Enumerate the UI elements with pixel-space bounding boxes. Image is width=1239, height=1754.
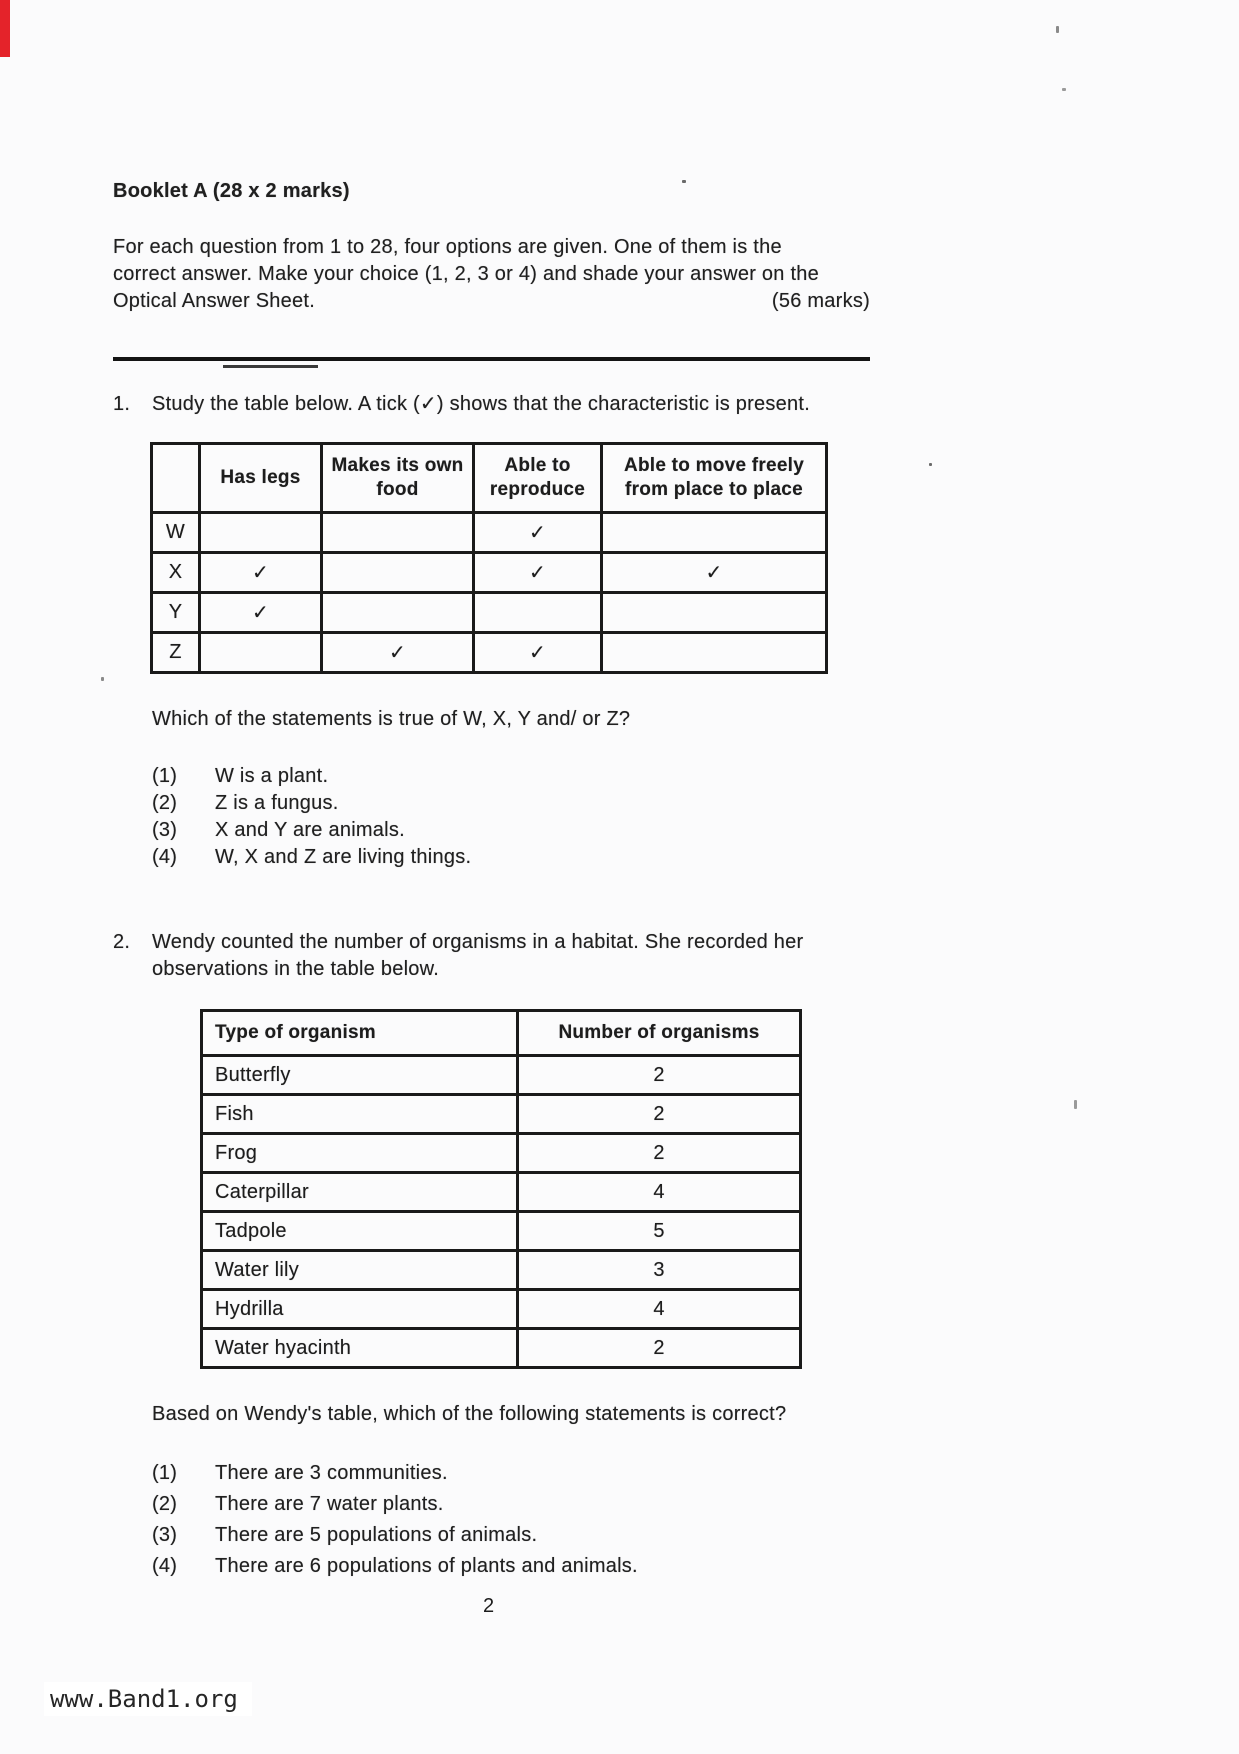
page-number: 2 <box>483 1595 495 1617</box>
table-row <box>202 1056 801 1095</box>
characteristics-table <box>150 442 828 674</box>
scan-speck <box>1074 1100 1077 1109</box>
option-number: (4) <box>152 1555 178 1577</box>
table-row <box>202 1095 801 1134</box>
question-1-number: 1. <box>113 393 131 415</box>
table-row <box>202 1212 801 1251</box>
tick-cell: ✓ <box>474 513 602 553</box>
header-cell-makes-food: Makes its own food <box>322 444 474 513</box>
tick-cell: ✓ <box>474 553 602 593</box>
instructions-line-1: For each question from 1 to 28, four options are given. One of them is the <box>113 236 782 258</box>
count-cell: 5 <box>518 1212 801 1251</box>
option-1 <box>152 1458 870 1489</box>
scan-speck <box>1056 26 1059 33</box>
row-label: Y <box>152 593 200 633</box>
characteristics-header-row <box>152 444 827 513</box>
table-row <box>202 1290 801 1329</box>
option-number: (1) <box>152 1462 178 1484</box>
table-row <box>202 1134 801 1173</box>
organism-cell: Tadpole <box>202 1212 518 1251</box>
tick-cell: ✓ <box>322 633 474 673</box>
tick-cell <box>200 513 322 553</box>
table-row-y <box>152 593 827 633</box>
tick-cell: ✓ <box>200 593 322 633</box>
option-number: (2) <box>152 1493 178 1515</box>
scan-speck <box>1062 88 1066 91</box>
count-cell: 2 <box>518 1134 801 1173</box>
option-1 <box>152 763 870 790</box>
option-3 <box>152 1520 870 1551</box>
option-number: (3) <box>152 1524 178 1546</box>
header-cell-has-legs: Has legs <box>200 444 322 513</box>
table-row <box>202 1251 801 1290</box>
instructions-line-3: Optical Answer Sheet. <box>113 290 316 312</box>
question-2-prompt-line-1: Wendy counted the number of organisms in a habitat. She recorded her <box>152 931 804 953</box>
question-2-options <box>152 1458 870 1582</box>
organism-table <box>200 1009 802 1369</box>
scan-speck <box>929 463 932 466</box>
divider-rule <box>113 357 870 361</box>
option-text: There are 6 populations of plants and animals. <box>215 1555 638 1577</box>
header-cell-blank <box>152 444 200 513</box>
option-2 <box>152 1489 870 1520</box>
rule-fragment <box>223 365 318 368</box>
count-cell: 4 <box>518 1290 801 1329</box>
tick-cell <box>602 593 827 633</box>
tick-cell <box>602 513 827 553</box>
option-number: (1) <box>152 765 178 787</box>
question-2 <box>113 929 870 1582</box>
count-cell: 4 <box>518 1173 801 1212</box>
tick-cell <box>322 553 474 593</box>
option-4 <box>152 1551 870 1582</box>
tick-cell <box>200 633 322 673</box>
question-2-number: 2. <box>113 931 131 953</box>
organism-cell: Caterpillar <box>202 1173 518 1212</box>
option-text: Z is a fungus. <box>215 792 339 814</box>
tick-cell <box>322 593 474 633</box>
booklet-title: Booklet A (28 x 2 marks) <box>113 180 350 202</box>
table-row <box>202 1173 801 1212</box>
row-label: W <box>152 513 200 553</box>
question-1-prompt: Study the table below. A tick (✓) shows that the characteristic is present. <box>152 393 811 415</box>
instructions-line-2: correct answer. Make your choice (1, 2, 3 or 4) and shade your answer on the <box>113 263 820 285</box>
option-text: There are 5 populations of animals. <box>215 1524 538 1546</box>
table-row <box>202 1329 801 1368</box>
option-number: (3) <box>152 819 178 841</box>
table-row-w <box>152 513 827 553</box>
option-text: W is a plant. <box>215 765 329 787</box>
row-label: Z <box>152 633 200 673</box>
question-2-prompt-line-2: observations in the table below. <box>152 958 440 980</box>
option-text: There are 3 communities. <box>215 1462 448 1484</box>
question-2-stem: Based on Wendy's table, which of the following statements is correct? <box>152 1403 787 1425</box>
tick-cell: ✓ <box>200 553 322 593</box>
red-edge-mark <box>0 0 10 57</box>
organism-cell: Water hyacinth <box>202 1329 518 1368</box>
organism-cell: Water lily <box>202 1251 518 1290</box>
organism-cell: Butterfly <box>202 1056 518 1095</box>
header-number-of-organisms: Number of organisms <box>518 1011 801 1056</box>
option-4 <box>152 844 870 871</box>
option-text: X and Y are animals. <box>215 819 405 841</box>
question-2-prompt <box>152 929 870 983</box>
count-cell: 3 <box>518 1251 801 1290</box>
option-text: W, X and Z are living things. <box>215 846 472 868</box>
scan-speck <box>101 677 104 681</box>
instructions <box>113 234 870 315</box>
question-1-stem: Which of the statements is true of W, X, Y and/ or Z? <box>152 708 631 730</box>
count-cell: 2 <box>518 1095 801 1134</box>
organism-header-row <box>202 1011 801 1056</box>
tick-cell <box>474 593 602 633</box>
page-content <box>113 178 870 1582</box>
organism-cell: Hydrilla <box>202 1290 518 1329</box>
organism-cell: Frog <box>202 1134 518 1173</box>
header-cell-reproduce: Able to reproduce <box>474 444 602 513</box>
marks-note: (56 marks) <box>771 290 870 312</box>
option-3 <box>152 817 870 844</box>
header-cell-move-freely: Able to move freely from place to place <box>602 444 827 513</box>
table-row-z <box>152 633 827 673</box>
header-type-of-organism: Type of organism <box>202 1011 518 1056</box>
tick-cell: ✓ <box>474 633 602 673</box>
question-1 <box>113 391 870 871</box>
question-1-options <box>152 763 870 871</box>
row-label: X <box>152 553 200 593</box>
option-text: There are 7 water plants. <box>215 1493 444 1515</box>
option-number: (2) <box>152 792 178 814</box>
footer-watermark: www.Band1.org <box>44 1682 252 1716</box>
table-row-x <box>152 553 827 593</box>
tick-cell <box>602 633 827 673</box>
count-cell: 2 <box>518 1056 801 1095</box>
tick-cell: ✓ <box>602 553 827 593</box>
option-number: (4) <box>152 846 178 868</box>
tick-cell <box>322 513 474 553</box>
count-cell: 2 <box>518 1329 801 1368</box>
organism-cell: Fish <box>202 1095 518 1134</box>
option-2 <box>152 790 870 817</box>
